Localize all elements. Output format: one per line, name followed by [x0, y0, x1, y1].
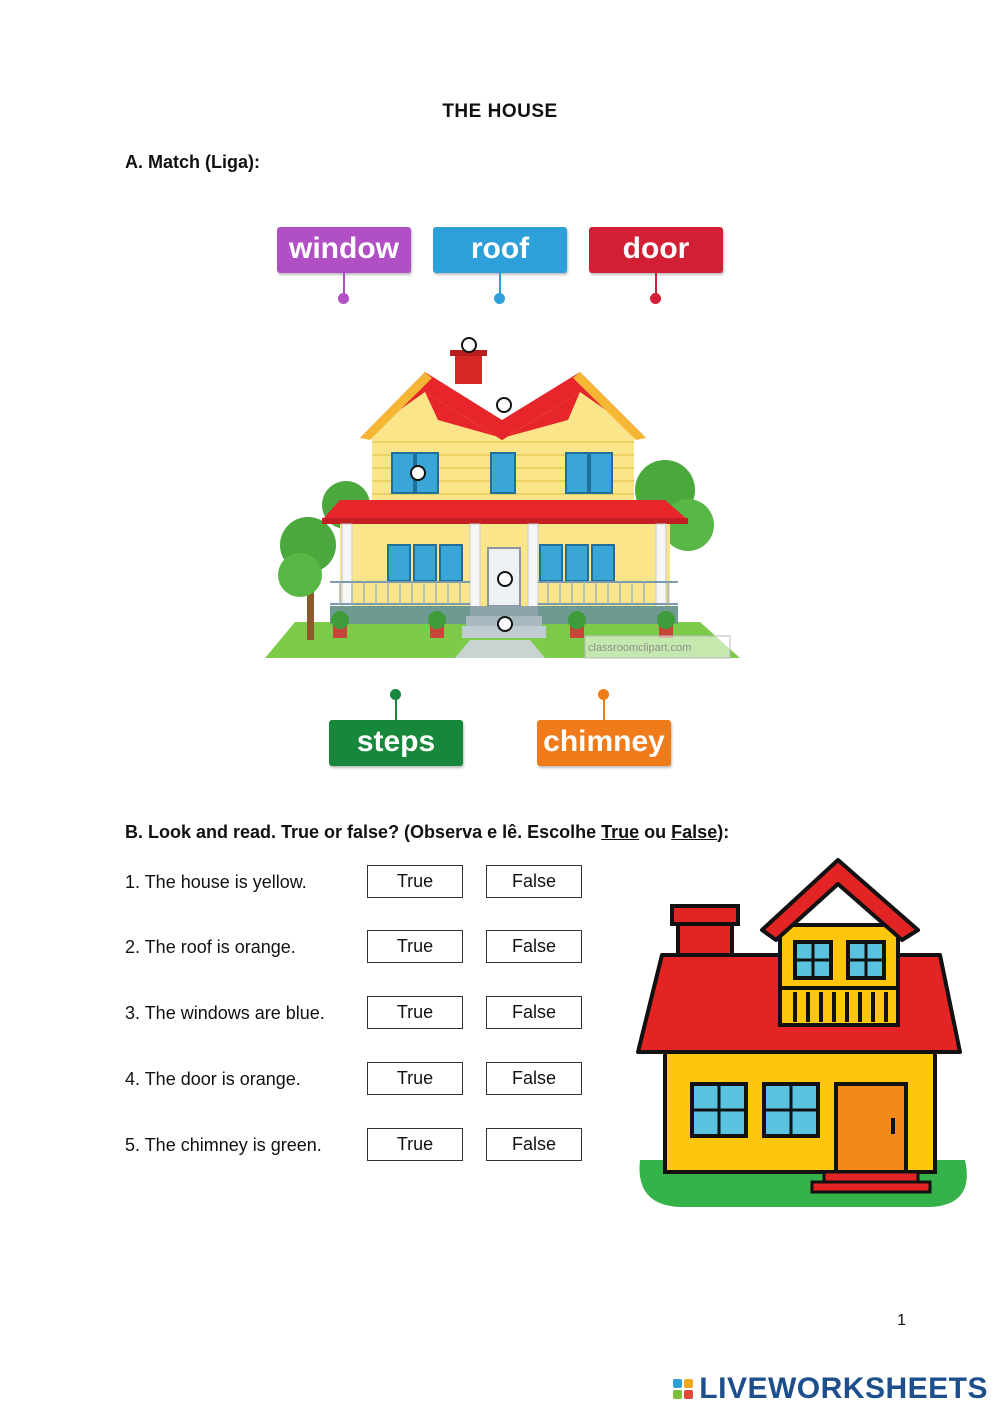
section-b-heading [125, 822, 729, 843]
section-b-middle: ou [639, 822, 672, 842]
q5-true-button[interactable]: True [367, 1128, 463, 1161]
q5-false-button[interactable]: False [486, 1128, 582, 1161]
pin-stem-steps [395, 695, 397, 720]
q1-true-button[interactable]: True [367, 865, 463, 898]
q2-true-button[interactable]: True [367, 930, 463, 963]
target-chimney[interactable] [461, 337, 477, 353]
target-door[interactable] [497, 571, 513, 587]
target-steps[interactable] [497, 616, 513, 632]
label-door[interactable]: door [589, 227, 723, 273]
section-b-suffix: ): [717, 822, 730, 842]
liveworksheets-logo-icon [673, 1379, 693, 1399]
page-number: 1 [897, 1312, 906, 1329]
cartoon-house-illustration [625, 850, 975, 1215]
question-5: 5. The chimney is green. [125, 1135, 322, 1155]
liveworksheets-brand[interactable] [673, 1372, 988, 1406]
q1-false-button[interactable]: False [486, 865, 582, 898]
target-window[interactable] [410, 465, 426, 481]
q4-true-button[interactable]: True [367, 1062, 463, 1095]
q2-false-button[interactable]: False [486, 930, 582, 963]
label-chimney[interactable]: chimney [537, 720, 671, 766]
label-roof[interactable]: roof [433, 227, 567, 273]
pin-dot-window[interactable] [338, 293, 349, 304]
q3-true-button[interactable]: True [367, 996, 463, 1029]
worksheet-title: THE HOUSE [442, 101, 558, 122]
label-window[interactable]: window [277, 227, 411, 273]
pin-dot-door[interactable] [650, 293, 661, 304]
section-a-heading: A. Match (Liga): [125, 152, 260, 172]
section-b-prefix: B. Look and read. True or false? (Observa e lê. Escolhe [125, 822, 602, 842]
brand-name: LIVEWORKSHEETS [699, 1372, 988, 1405]
section-b-word-true: True [601, 822, 640, 842]
question-3: 3. The windows are blue. [125, 1003, 325, 1023]
question-2: 2. The roof is orange. [125, 937, 296, 957]
question-4: 4. The door is orange. [125, 1069, 301, 1089]
clipart-watermark: classroomclipart.com [588, 642, 692, 654]
pin-dot-roof[interactable] [494, 293, 505, 304]
pin-stem-chimney [603, 695, 605, 720]
target-roof[interactable] [496, 397, 512, 413]
house-illustration [260, 330, 750, 665]
section-b-word-false: False [671, 822, 718, 842]
q3-false-button[interactable]: False [486, 996, 582, 1029]
q4-false-button[interactable]: False [486, 1062, 582, 1095]
question-1: 1. The house is yellow. [125, 872, 307, 892]
label-steps[interactable]: steps [329, 720, 463, 766]
